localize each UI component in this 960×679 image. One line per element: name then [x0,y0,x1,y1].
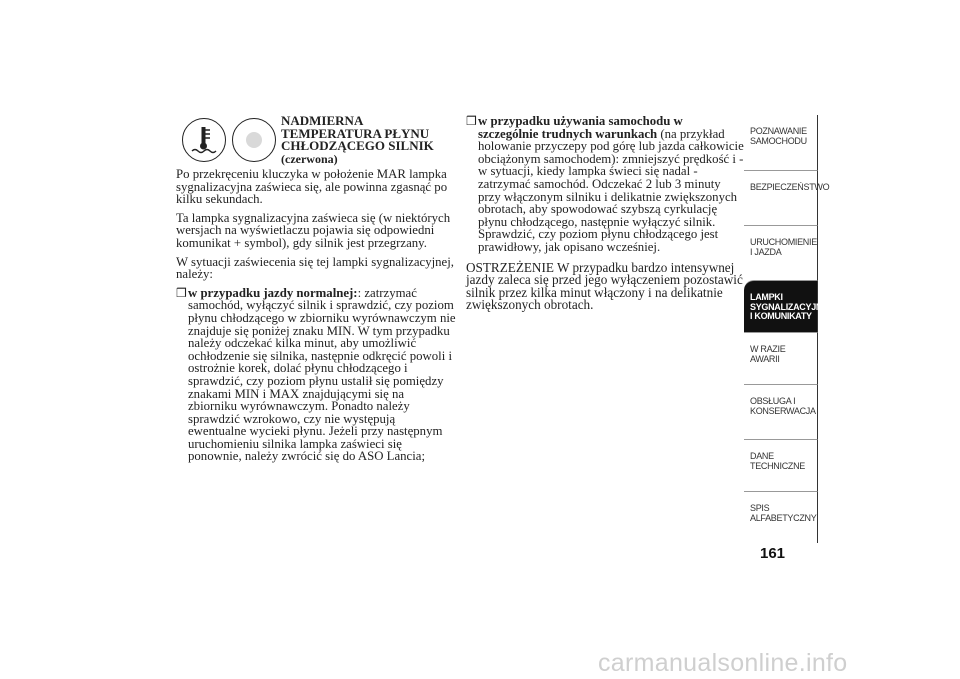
tab-bezpieczenstwo[interactable]: BEZPIECZEŃSTWO [744,170,818,225]
section-heading [281,115,461,165]
tab-obsluga-i-konserwacja[interactable]: OBSŁUGA I KONSERWACJA [744,384,818,439]
light-dot-icon [246,132,262,148]
heading-line: TEMPERATURA PŁYNU [281,125,430,141]
list-item [466,115,746,254]
paragraph: Ta lampka sygnalizacyjna zaświeca się (w niektórych wersjach na wyświetlaczu pojawia się odpowiedni komunikat + symbol), gdy silnik jest przegrzany. [176,210,451,250]
tab-uruchomienie-i-jazda[interactable]: URUCHOMIENIE I JAZDA [744,225,818,280]
list-item [176,287,456,463]
tab-lampki-sygnalizacyjne[interactable]: LAMPKI SYGNALIZACYJNE I KOMUNIKATY [744,280,818,332]
bullet-text: (na przykład holowanie przyczepy pod górę lub jazda całkowicie obciążonym samochodem): zmniejszyć prędkość i - w sytuacji, kiedy lampka świeci się nadal - zatrzymać samochód. Odczekać 2 lub 3 minuty przy włączonym silniku i delikatnie zwiększonych obrotach, aby spowodować szybszą cyrkulację płynu chłodzącego, następnie wyłączyć silnik. Sprawdzić, czy poziom płynu chłodzącego jest prawidłowy, jak opisano wcześniej. [478,126,744,254]
bullet-text: : zatrzymać samochód, wyłączyć silnik i sprawdzić, czy poziom płynu chłodzącego w zbiorniku wyrównawczym nie znajduje się poniżej znaku MIN. W tym przypadku należy odczekać kilka minut, aby umożliwić ochłodzenie się silnika, następnie odkręcić powoli i ostrożnie korek, dolać płynu chłodzącego i sprawdzić, czy poziom płynu ustalił się pomiędzy znakami MIN i MAX znajdującymi się na zbiorniku wyrównawczym. Ponadto należy sprawdzić wzrokowo, czy nie występują ewentualne wycieki płynu. Jeżeli przy następnym uruchomieniu silnika lampka zaświeci się ponownie, należy zwrócić się do ASO Lancia; [188,285,456,464]
coolant-temperature-icon [182,118,226,162]
warning-light-icon [232,118,276,162]
tab-spis-alfabetyczny[interactable]: SPIS ALFABETYCZNY [744,491,818,543]
bullet-lead: w przypadku jazdy normalnej: [188,285,358,300]
tab-dane-techniczne[interactable]: DANE TECHNICZNE [744,439,818,491]
watermark: carmanualsonline.info [598,649,848,677]
paragraph: Po przekręceniu kluczyka w położenie MAR lampka sygnalizacyjna zaświeca się, ale powinna zgasnąć po kilku sekundach. [176,167,448,207]
bullet-marker: ❒ [176,285,187,300]
page-number: 161 [760,545,786,562]
right-column [466,115,746,318]
left-column [176,168,456,469]
heading-line: CHŁODZĄCEGO SILNIK [281,138,434,153]
warning-paragraph: OSTRZEŻENIE W przypadku bardzo intensywnej jazdy zaleca się przed jego wyłączeniem pozostawić silnik przez kilka minut włączony i na delikatnie zwiększonych obrotach. [466,259,743,313]
bullet-marker: ❒ [466,114,477,128]
tab-poznawanie-samochodu[interactable]: POZNAWANIE SAMOCHODU [744,115,818,170]
bullet-lead: w przypadku używania samochodu w szczególnie trudnych warunkach [478,114,683,141]
paragraph: W sytuacji zaświecenia się tej lampki sygnalizacyjnej, należy: [176,254,454,282]
heading-line: NADMIERNA [281,113,364,128]
heading-color: (czerwona) [281,151,338,166]
tab-w-razie-awarii[interactable]: W RAZIE AWARII [744,332,818,384]
